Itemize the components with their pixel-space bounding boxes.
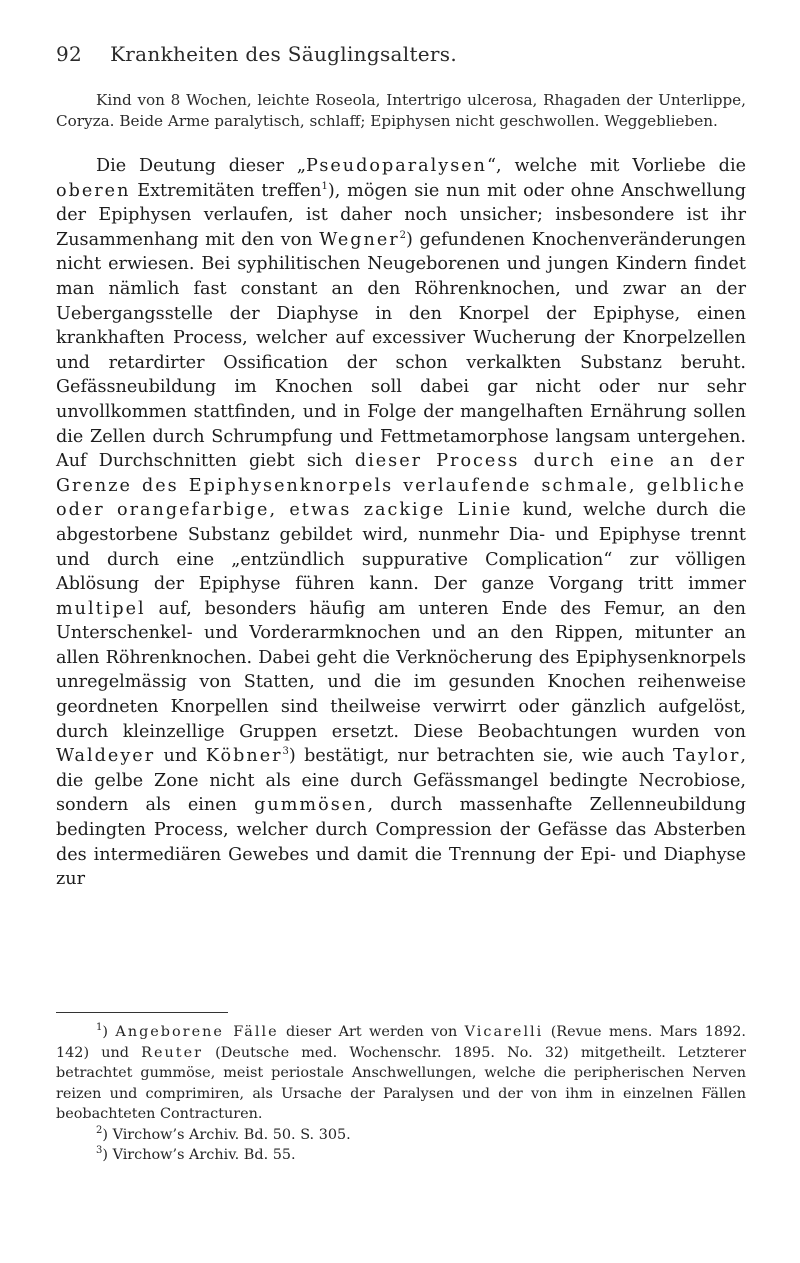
text-run: (Deutsche med. Wochenschr. 1895. No. 32) mitgetheilt. Letzterer betrachtet gummöse, meist periostale Anschwellungen, welche die peripherischen Nerven reizen und comprimiren, als Ursache der Paralysen und der von ihm in einzelnen Fällen beobachteten Contracturen. bbox=[56, 1044, 746, 1122]
footnote-3 bbox=[56, 1145, 746, 1166]
footnote-divider bbox=[56, 1012, 228, 1013]
author-name: Taylor bbox=[672, 746, 741, 767]
author-name: Waldeyer bbox=[56, 746, 156, 767]
footnote-mark: 1 bbox=[96, 1022, 103, 1034]
footnote-ref: 2 bbox=[399, 229, 407, 241]
text-run: Extremitäten treffen bbox=[130, 180, 322, 201]
case-note: Kind von 8 Wochen, leichte Roseola, Intertrigo ulcerosa, Rhagaden der Unterlippe, Coryza. Beide Arme paralytisch, schlaff; Epiphysen nicht geschwollen. Weggeblieben. bbox=[56, 91, 746, 130]
text-run: ) bestätigt, nur betrachten sie, wie auch bbox=[288, 746, 673, 767]
text-run: Die Deutung dieser „ bbox=[96, 156, 306, 176]
spaced-term: oberen bbox=[56, 180, 131, 201]
text-run: ), mögen sie nun mit oder ohne Anschwellung der Epiphysen verlaufen, ist daher noch unsicher; insbesondere ist ihr Zusammenhang mit den von bbox=[56, 180, 746, 250]
main-paragraph bbox=[56, 154, 746, 892]
footnote-mark: 2 bbox=[96, 1124, 103, 1136]
text-run: (Revue mens. Mars 1892. 142) und bbox=[56, 1024, 747, 1061]
spaced-term: dieser Process durch eine an der Grenze des Epiphysenknorpels verlaufende schmale, gelbliche oder orangefarbige, etwas zackige Linie bbox=[56, 451, 747, 521]
author-name: Wegner bbox=[319, 229, 400, 250]
author-name: Köbner bbox=[205, 746, 283, 767]
footnotes bbox=[56, 1022, 746, 1166]
text-run: ) Virchow’s Archiv. Bd. 50. S. 305. bbox=[102, 1126, 351, 1143]
page-number: 92 bbox=[56, 42, 83, 66]
footnote-ref: 3 bbox=[282, 746, 289, 758]
running-header bbox=[56, 42, 746, 66]
spaced-term: gummösen bbox=[254, 795, 368, 816]
text-run: kund, welche durch die abgestorbene Substanz gebildet wird, nunmehr Dia- und Epiphyse trennt und durch eine „entzündlich suppurative Complication“ zur völligen Ablösung der Epiphyse führen kann. Der ganze Vorgang tritt immer bbox=[56, 500, 746, 595]
author-name: Reuter bbox=[141, 1044, 203, 1061]
text-run: ) Virchow’s Archiv. Bd. 55. bbox=[102, 1147, 296, 1163]
text-run: “, welche mit Vorliebe die bbox=[486, 156, 746, 176]
text-run: ) gefundenen Knochenveränderungen nicht erwiesen. Bei syphilitischen Neugeborenen und jungen Kindern findet man nämlich fast constant an den Röhrenknochen, und zwar an der Uebergangsstelle der Diaphyse in den Knorpel der Epiphyse, einen krankhaften Process, welcher auf excessiver Wucherung der Knorpelzellen und retardirter Ossification der schon verkalkten Substanz beruht. Gefässneubildung im Knochen soll dabei gar nicht oder nur sehr unvollkommen stattfinden, und in Folge der mangelhaften Ernährung sollen die Zellen durch Schrumpfung und Fettmetamorphose langsam untergehen. Auf Durchschnitten giebt sich bbox=[56, 229, 747, 472]
spaced-term: Pseudoparalysen bbox=[305, 156, 487, 176]
text-run: ) bbox=[102, 1024, 116, 1040]
spaced-term: multipel bbox=[56, 598, 146, 619]
text-run: , durch massenhafte Zellenneubildung bedingten Process, welcher durch Compression der Gefässe das Absterben des intermediären Gewebes und damit die Trennung der Epi- und Diaphyse zur bbox=[56, 795, 746, 890]
footnote-2 bbox=[56, 1125, 746, 1146]
text-run: auf, besonders häufig am unteren Ende des Femur, an den Unterschenkel- und Vorderarmknochen und an den Rippen, mitunter an allen Röhrenknochen. Dabei geht die Verknöcherung des Epiphysenknorpels unregelmässig von Statten, und die im gesunden Knochen reihenweise geordneten Knorpellen sind theilweise verwirrt oder gänzlich aufgelöst, durch kleinzellige Gruppen ersetzt. Diese Beobachtungen wurden von bbox=[56, 598, 746, 742]
footnote-1 bbox=[56, 1022, 746, 1125]
running-title: Krankheiten des Säuglingsalters. bbox=[110, 42, 457, 66]
footnote-mark: 3 bbox=[96, 1145, 103, 1157]
spaced-term: Angeborene Fälle bbox=[115, 1024, 279, 1040]
footnote-ref: 1 bbox=[321, 180, 328, 192]
text-run: , die gelbe Zone nicht als eine durch Gefässmangel bedingte Necrobiose, sondern als einen bbox=[56, 746, 746, 816]
text-run: und bbox=[155, 746, 206, 767]
author-name: Vicarelli bbox=[464, 1024, 544, 1040]
text-run: dieser Art werden von bbox=[278, 1024, 465, 1040]
